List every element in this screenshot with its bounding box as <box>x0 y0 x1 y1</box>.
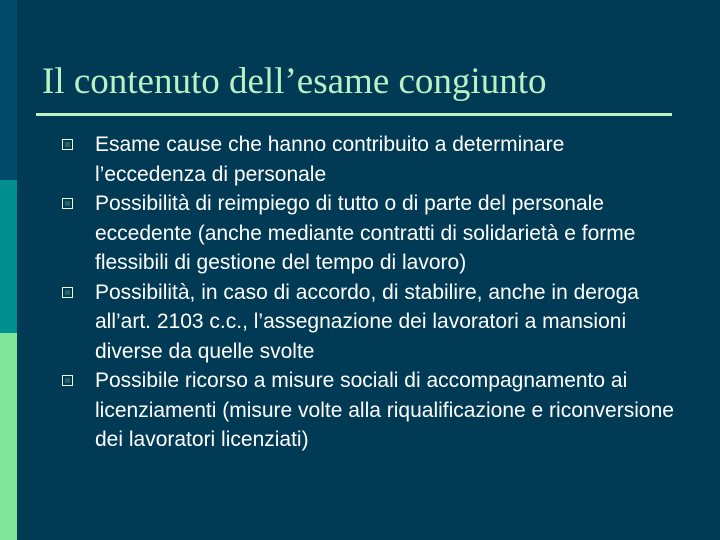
bullet-text: Possibilità, in caso di accordo, di stabilire, anche in deroga all’art. 2103 c.c., l’assegnazione dei lavoratori a mansioni diverse da quelle svolte <box>95 280 639 363</box>
bullet-item <box>60 366 680 455</box>
bullet-item <box>60 130 680 189</box>
bullet-item <box>60 278 680 367</box>
title-underline <box>36 113 672 116</box>
slide-title: Il contenuto dell’esame congiunto <box>42 61 547 102</box>
sidebar-segment-middle <box>0 180 17 333</box>
square-bullet-icon <box>62 375 73 386</box>
square-bullet-icon <box>62 198 73 209</box>
sidebar-segment-top <box>0 0 17 180</box>
sidebar-segment-bottom <box>0 333 17 540</box>
bullet-list <box>60 130 680 455</box>
bullet-item <box>60 189 680 278</box>
bullet-text: Possibile ricorso a misure sociali di accompagnamento ai licenziamenti (misure volte alla riqualificazione e riconversione dei lavoratori licenziati) <box>95 369 674 451</box>
bullet-text: Possibilità di reimpiego di tutto o di parte del personale eccedente (anche mediante contratti di solidarietà e forme flessibili di gestione del tempo di lavoro) <box>95 192 636 274</box>
bullet-text: Esame cause che hanno contribuito a determinare l’eccedenza di personale <box>95 133 565 186</box>
square-bullet-icon <box>62 139 73 150</box>
sidebar-accent <box>0 0 17 540</box>
square-bullet-icon <box>62 287 73 298</box>
